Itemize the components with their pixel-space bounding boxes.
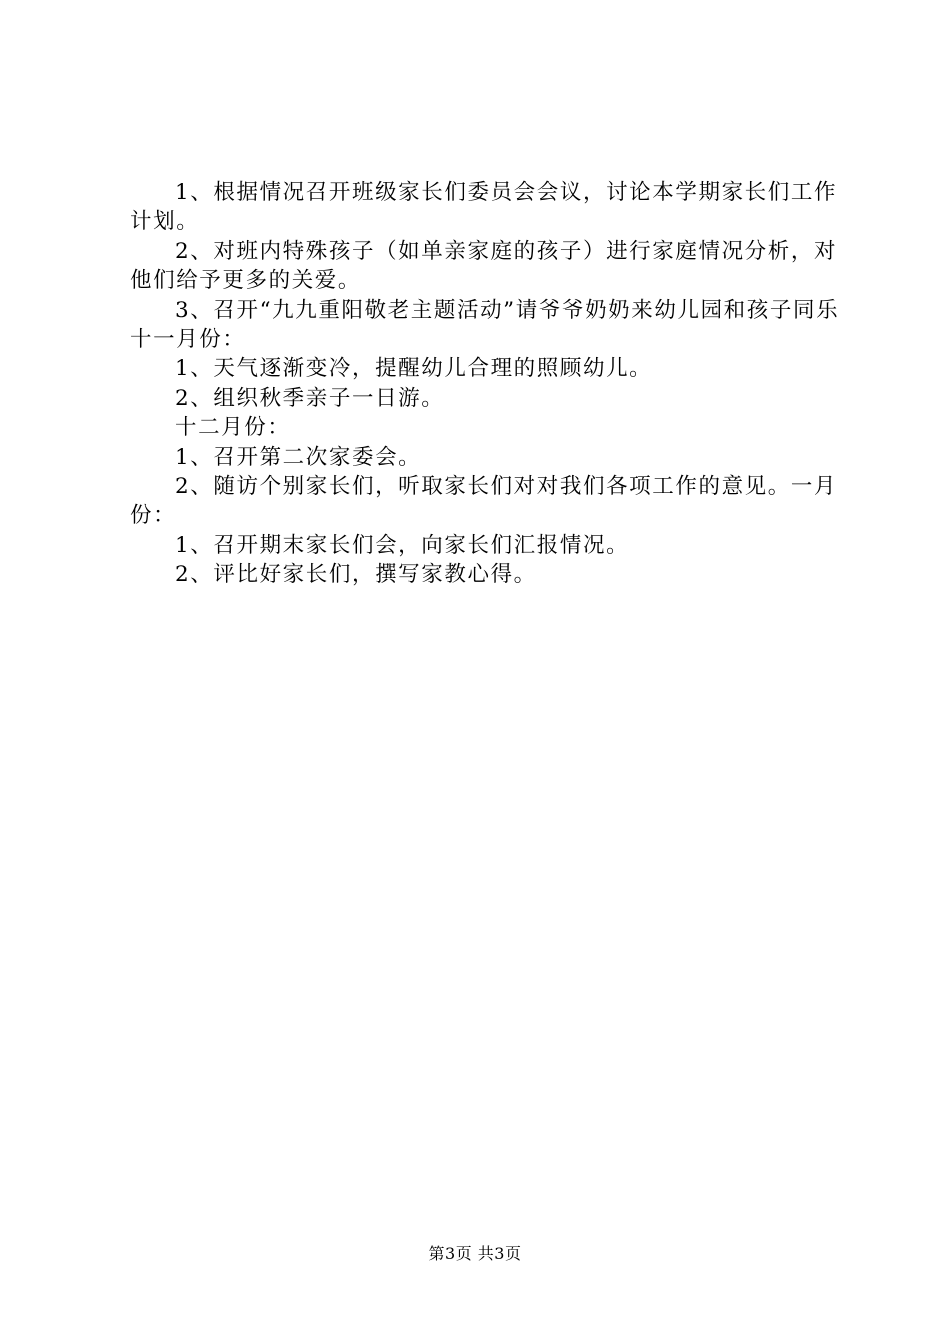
paragraph: 1、召开期末家长们会，向家长们汇报情况。 (175, 532, 630, 558)
page-footer (0, 1244, 950, 1264)
paragraph: 2、组织秋季亲子一日游。 (175, 385, 445, 411)
paragraph: 2、随访个别家长们，听取家长们对对我们各项工作的意见。一月份： (130, 474, 838, 529)
paragraph: 1、天气逐渐变冷，提醒幼儿合理的照顾幼儿。 (175, 356, 653, 382)
paragraph: 1、根据情况召开班级家长们委员会会议，讨论本学期家长们工作计划。 (130, 180, 838, 235)
paragraph: 3、召开“九九重阳敬老主题活动”请爷爷奶奶来幼儿园和孩子同乐十一月份： (130, 297, 840, 353)
paragraph: 1、召开第二次家委会。 (175, 444, 422, 470)
paragraph: 十二月份： (175, 415, 291, 441)
page-number-label: 第3页 共3页 (428, 1244, 522, 1263)
document-body (130, 178, 850, 590)
paragraph: 2、评比好家长们，撰写家教心得。 (175, 562, 537, 588)
paragraph: 2、对班内特殊孩子（如单亲家庭的孩子）进行家庭情况分析，对他们给予更多的关爱。 (130, 238, 838, 294)
